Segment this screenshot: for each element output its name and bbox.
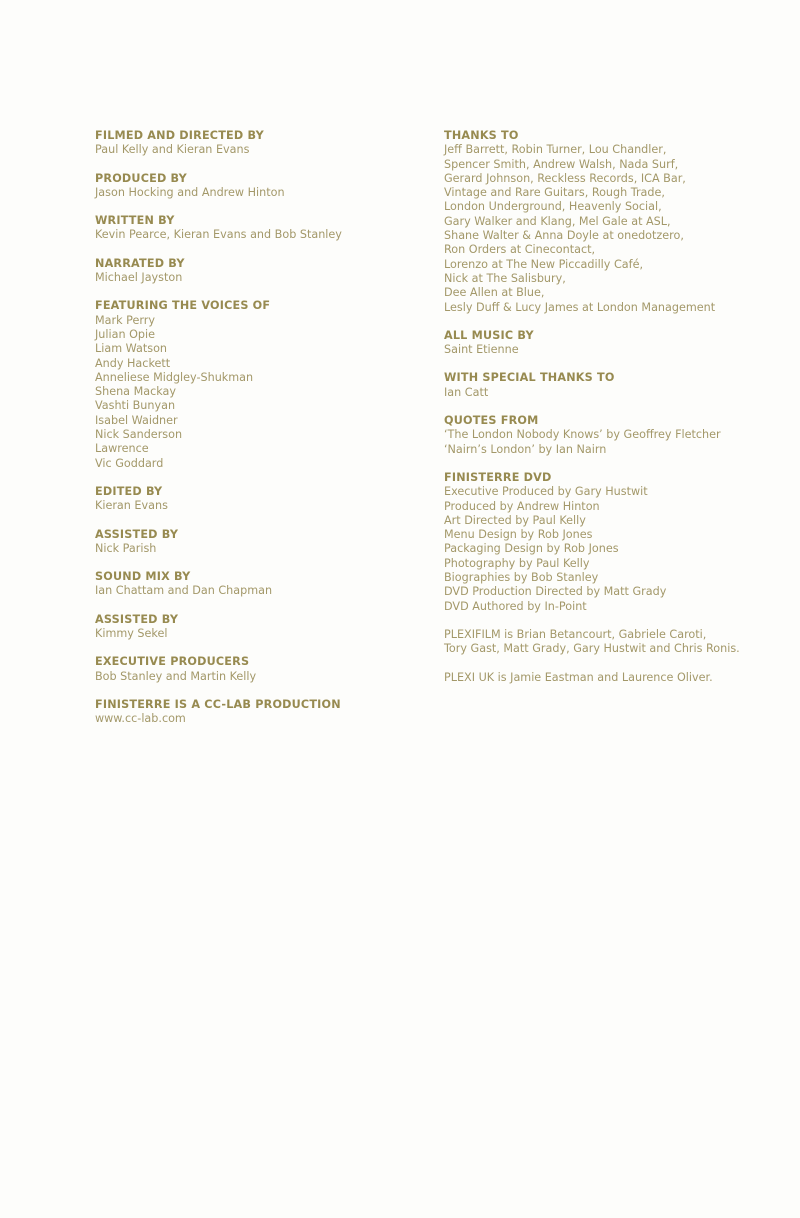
credit-section — [95, 129, 415, 158]
credit-heading: FINISTERRE IS A CC-LAB PRODUCTION — [95, 697, 341, 711]
credit-line: Nick at The Salisbury, — [444, 271, 566, 285]
credit-line: Julian Opie — [95, 327, 156, 341]
credit-heading: NARRATED BY — [95, 256, 185, 270]
credit-section — [95, 613, 415, 642]
credit-line: Executive Produced by Gary Hustwit — [444, 485, 648, 499]
credits-left-column — [95, 129, 415, 741]
credit-section — [95, 485, 415, 514]
credit-line: Shena Mackay — [95, 385, 176, 399]
credit-line: Saint Etienne — [444, 343, 519, 357]
credit-heading: THANKS TO — [444, 129, 519, 142]
credit-line: Spencer Smith, Andrew Walsh, Nada Surf, — [444, 157, 679, 171]
credit-heading: ASSISTED BY — [95, 612, 179, 626]
credit-line: Lesly Duff & Lucy James at London Management — [444, 300, 716, 314]
credit-section — [95, 570, 415, 599]
credit-line: DVD Production Directed by Matt Grady — [444, 585, 667, 599]
credit-heading: EXECUTIVE PRODUCERS — [95, 655, 250, 669]
credit-line: www.cc-lab.com — [95, 712, 186, 726]
credit-line: Michael Jayston — [95, 271, 183, 285]
credit-heading: EDITED BY — [95, 484, 163, 498]
credit-section — [444, 471, 784, 614]
credit-line: Shane Walter & Anna Doyle at onedotzero, — [444, 229, 684, 243]
credit-section — [95, 299, 415, 471]
credit-section — [444, 371, 784, 400]
credit-section — [95, 655, 415, 684]
credit-line: Lawrence — [95, 442, 149, 456]
credit-line: PLEXI UK is Jamie Eastman and Laurence Oliver. — [444, 670, 713, 684]
credit-line: Gary Walker and Klang, Mel Gale at ASL, — [444, 214, 671, 228]
credit-heading: SOUND MIX BY — [95, 570, 191, 584]
credit-section — [95, 698, 415, 727]
credit-line: Anneliese Midgley-Shukman — [95, 370, 254, 384]
credit-line: PLEXIFILM is Brian Betancourt, Gabriele Caroti, — [444, 627, 707, 641]
credit-section — [444, 129, 784, 315]
credit-heading: PRODUCED BY — [95, 171, 187, 185]
credit-line: Vintage and Rare Guitars, Rough Trade, — [444, 186, 665, 200]
credit-line: Andy Hackett — [95, 356, 171, 370]
credit-line: ‘The London Nobody Knows’ by Geoffrey Fletcher — [444, 428, 721, 442]
credit-heading: QUOTES FROM — [444, 414, 539, 428]
credit-line: Vic Goddard — [95, 456, 164, 470]
credit-line: Art Directed by Paul Kelly — [444, 513, 586, 527]
credit-heading: WRITTEN BY — [95, 214, 175, 228]
credit-line: Menu Design by Rob Jones — [444, 528, 593, 542]
credit-line: Biographies by Bob Stanley — [444, 571, 599, 585]
credit-line: Packaging Design by Rob Jones — [444, 542, 619, 556]
credit-line: Vashti Bunyan — [95, 399, 176, 413]
credit-heading: FILMED AND DIRECTED BY — [95, 129, 264, 142]
credit-line: Paul Kelly and Kieran Evans — [95, 143, 250, 157]
credit-section — [444, 329, 784, 358]
credit-line: Ian Chattam and Dan Chapman — [95, 584, 273, 598]
credit-line: Produced by Andrew Hinton — [444, 499, 600, 513]
credit-line: Tory Gast, Matt Grady, Gary Hustwit and Chris Ronis. — [444, 642, 740, 656]
credit-line: Lorenzo at The New Piccadilly Café, — [444, 257, 644, 271]
credit-line: Dee Allen at Blue, — [444, 286, 545, 300]
credit-line: Nick Parish — [95, 541, 157, 555]
credit-heading: WITH SPECIAL THANKS TO — [444, 371, 615, 385]
credit-line: Jeff Barrett, Robin Turner, Lou Chandler, — [444, 143, 667, 157]
credit-section — [95, 257, 415, 286]
credit-line: Bob Stanley and Martin Kelly — [95, 669, 257, 683]
credit-line: Isabel Waidner — [95, 413, 178, 427]
credit-line: DVD Authored by In-Point — [444, 599, 587, 613]
credit-line: Ron Orders at Cinecontact, — [444, 243, 596, 257]
credits-right-column — [444, 129, 784, 699]
credit-line: Nick Sanderson — [95, 428, 183, 442]
credit-line: Jason Hocking and Andrew Hinton — [95, 185, 285, 199]
credit-line: Ian Catt — [444, 385, 489, 399]
credit-line: Liam Watson — [95, 342, 168, 356]
credit-heading: FINISTERRE DVD — [444, 470, 552, 484]
credit-heading: ALL MUSIC BY — [444, 328, 534, 342]
credit-line: Mark Perry — [95, 313, 155, 327]
credit-section — [95, 528, 415, 557]
credit-line: Gerard Johnson, Reckless Records, ICA Bar, — [444, 171, 686, 185]
credit-line: London Underground, Heavenly Social, — [444, 200, 662, 214]
credit-section — [444, 414, 784, 457]
credit-line: Photography by Paul Kelly — [444, 556, 590, 570]
credit-line: ‘Nairn’s London’ by Ian Nairn — [444, 442, 607, 456]
credit-section — [95, 214, 415, 243]
credit-section — [95, 172, 415, 201]
credit-line: Kevin Pearce, Kieran Evans and Bob Stanley — [95, 228, 342, 242]
credit-section — [444, 628, 784, 657]
credit-section — [444, 671, 784, 685]
credit-line: Kieran Evans — [95, 499, 168, 513]
credit-heading: ASSISTED BY — [95, 527, 179, 541]
credit-heading: FEATURING THE VOICES OF — [95, 299, 271, 313]
credit-line: Kimmy Sekel — [95, 627, 168, 641]
